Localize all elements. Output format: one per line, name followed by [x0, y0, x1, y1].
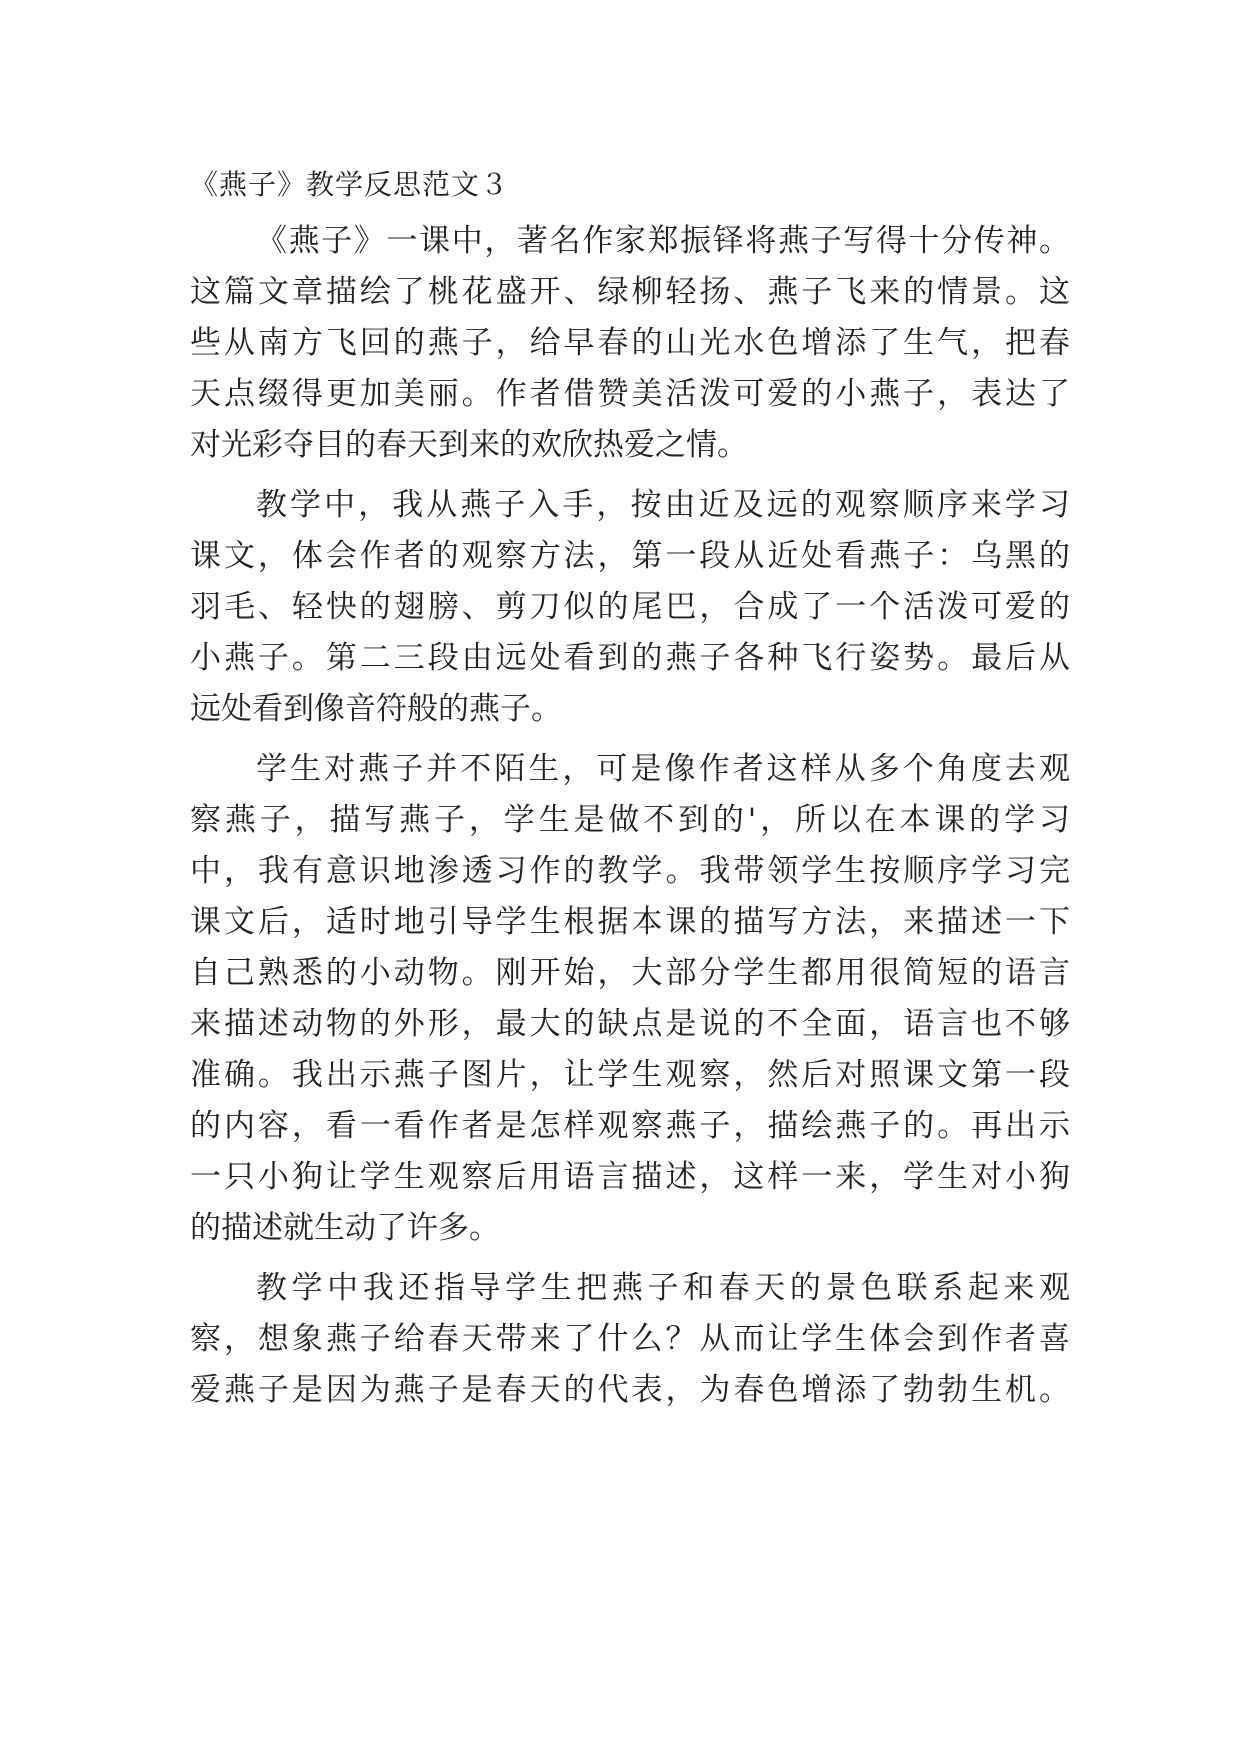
paragraph-line: 《燕子》一课中，著名作家郑振铎将燕子写得十分传神。 — [256, 223, 1070, 259]
paragraph-line: 学生对燕子并不陌生，可是像作者这样从多个角度去观 — [256, 751, 1070, 787]
paragraph-line: 对光彩夺目的春天到来的欢欣热爱之情。 — [190, 427, 748, 463]
paragraph-line: 察燕子，描写燕子，学生是做不到的'，所以在本课的学习 — [190, 802, 1070, 838]
paragraph-line: 来描述动物的外形，最大的缺点是说的不全面，语言也不够 — [190, 1006, 1070, 1042]
paragraph-line: 小燕子。第二三段由远处看到的燕子各种飞行姿势。最后从 — [190, 640, 1070, 676]
paragraph-line: 的描述就生动了许多。 — [190, 1210, 500, 1246]
paragraph-line: 自己熟悉的小动物。刚开始，大部分学生都用很简短的语言 — [190, 955, 1070, 991]
paragraph — [190, 1263, 1070, 1416]
paragraph-line: 中，我有意识地渗透习作的教学。我带领学生按顺序学习完 — [190, 853, 1070, 889]
paragraph-line: 课文后，适时地引导学生根据本课的描写方法，来描述一下 — [190, 904, 1070, 940]
paragraph-line: 爱燕子是因为燕子是春天的代表，为春色增添了勃勃生机。 — [190, 1372, 1070, 1408]
paragraph-line: 羽毛、轻快的翅膀、剪刀似的尾巴，合成了一个活泼可爱的 — [190, 589, 1070, 625]
paragraph-line: 远处看到像音符般的燕子。 — [190, 691, 562, 727]
paragraph-line: 一只小狗让学生观察后用语言描述，这样一来，学生对小狗 — [190, 1159, 1070, 1195]
paragraph-line: 这篇文章描绘了桃花盛开、绿柳轻扬、燕子飞来的情景。这 — [190, 274, 1070, 310]
paragraph — [190, 480, 1070, 735]
paragraph-line: 天点缀得更加美丽。作者借赞美活泼可爱的小燕子，表达了 — [190, 376, 1070, 412]
paragraph-line: 的内容，看一看作者是怎样观察燕子，描绘燕子的。再出示 — [190, 1108, 1070, 1144]
document-title: 《燕子》教学反思范文３ — [190, 168, 510, 201]
paragraph-line: 教学中我还指导学生把燕子和春天的景色联系起来观 — [256, 1270, 1070, 1306]
paragraph-line: 课文，体会作者的观察方法，第一段从近处看燕子：乌黑的 — [190, 538, 1070, 574]
paragraph-line: 些从南方飞回的燕子，给早春的山光水色增添了生气，把春 — [190, 325, 1070, 361]
paragraph — [190, 744, 1070, 1254]
paragraph — [190, 216, 1070, 471]
paragraph-line: 教学中，我从燕子入手，按由近及远的观察顺序来学习 — [256, 487, 1070, 523]
paragraph-line: 准确。我出示燕子图片，让学生观察，然后对照课文第一段 — [190, 1057, 1070, 1093]
paragraph-line: 察，想象燕子给春天带来了什么？从而让学生体会到作者喜 — [190, 1321, 1070, 1357]
document-body — [190, 216, 1070, 1425]
